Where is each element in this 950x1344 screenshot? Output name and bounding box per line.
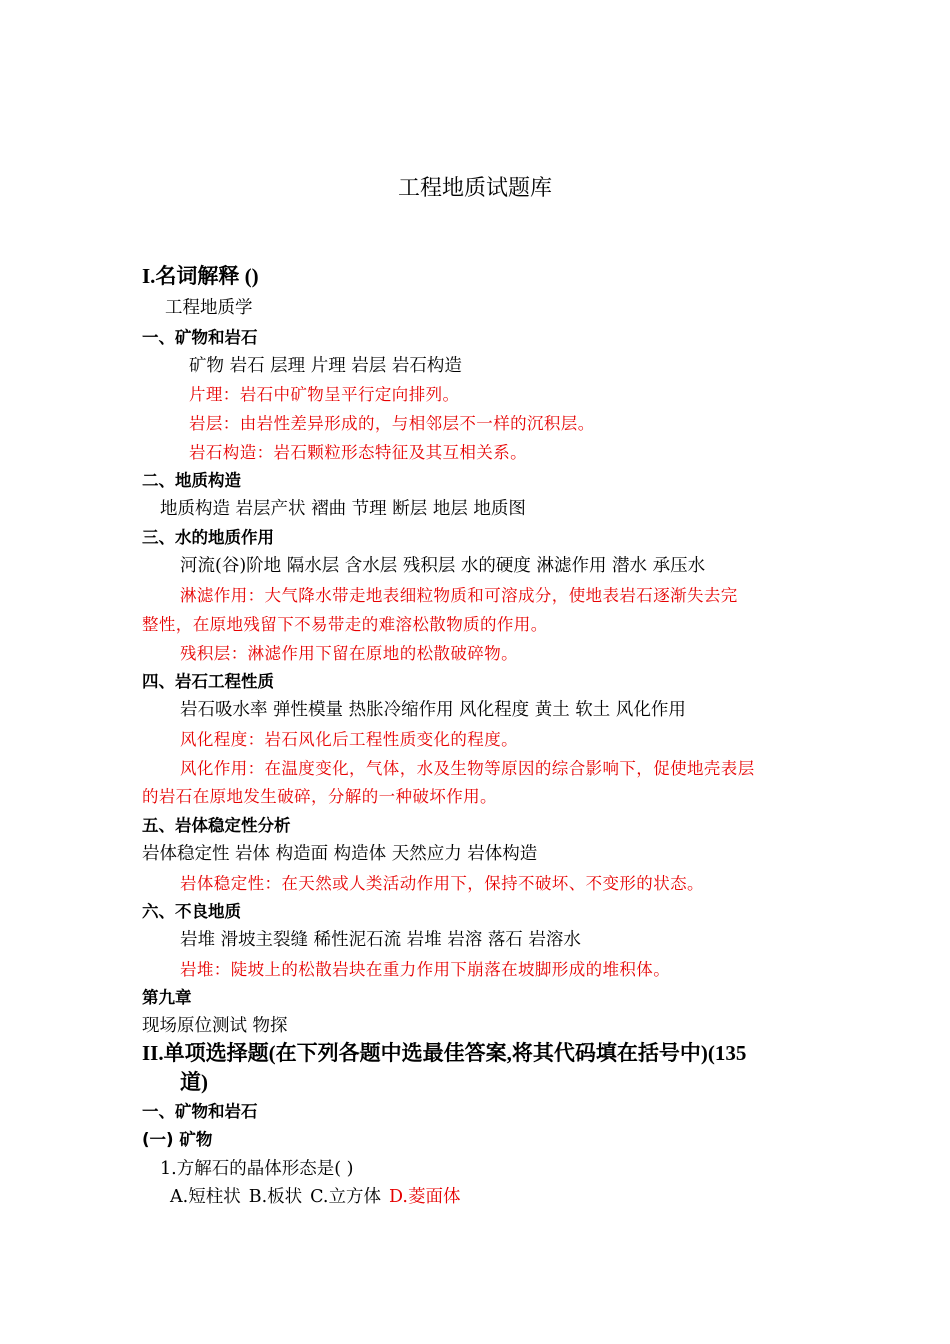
part-terms-1: 矿物 岩石 层理 片理 岩层 岩石构造	[189, 356, 462, 376]
definition-line: 岩体稳定性：在天然或人类活动作用下，保持不破坏、不变形的状态。	[180, 874, 704, 893]
chapter-terms: 现场原位测试 物探	[142, 1016, 288, 1036]
question-options	[170, 1186, 460, 1208]
part-terms-3: 河流(谷)阶地 隔水层 含水层 残积层 水的硬度 淋滤作用 潜水 承压水	[180, 556, 706, 576]
option-c: C.立方体	[310, 1187, 381, 1207]
definition-line: 片理：岩石中矿物呈平行定向排列。	[189, 385, 460, 404]
option-a: A.短柱状	[170, 1187, 241, 1207]
part-terms-6: 岩堆 滑坡主裂缝 稀性泥石流 岩堆 岩溶 落石 岩溶水	[180, 930, 581, 950]
definition-line: 岩层：由岩性差异形成的，与相邻层不一样的沉积层。	[189, 414, 595, 433]
definition-line: 的岩石在原地发生破碎，分解的一种破坏作用。	[142, 787, 497, 806]
definition-line: 岩堆：陡坡上的松散岩块在重力作用下崩落在坡脚形成的堆积体。	[180, 960, 671, 979]
part-terms-2: 地质构造 岩层产状 褶曲 节理 断层 地层 地质图	[160, 499, 526, 519]
definition-line: 淋滤作用：大气降水带走地表细粒物质和可溶成分，使地表岩石逐渐失去完	[180, 586, 738, 605]
definition-line: 岩石构造：岩石颗粒形态特征及其互相关系。	[189, 443, 527, 462]
subsubsection-heading: (一) 矿物	[142, 1130, 213, 1149]
definition-line: 风化作用：在温度变化，气体，水及生物等原因的综合影响下，促使地壳表层	[180, 759, 755, 778]
part-terms-4: 岩石吸水率 弹性模量 热胀冷缩作用 风化程度 黄土 软土 风化作用	[180, 700, 686, 720]
question-text: 1.方解石的晶体形态是( )	[160, 1159, 354, 1179]
part-heading-6: 六、不良地质	[142, 902, 241, 921]
intro-term: 工程地质学	[165, 298, 253, 318]
part-heading-3: 三、水的地质作用	[142, 528, 274, 547]
document-title: 工程地质试题库	[397, 176, 552, 201]
option-d-answer: D.菱面体	[388, 1187, 461, 1207]
part-heading-4: 四、岩石工程性质	[142, 672, 274, 691]
part-terms-5: 岩体稳定性 岩体 构造面 构造体 天然应力 岩体构造	[142, 844, 538, 864]
section-heading-choice-cont: 道)	[180, 1070, 208, 1094]
part-heading-5: 五、岩体稳定性分析	[142, 816, 291, 835]
definition-line: 风化程度：岩石风化后工程性质变化的程度。	[180, 730, 518, 749]
option-b: B.板状	[248, 1187, 303, 1207]
subsection-heading: 一、矿物和岩石	[142, 1102, 258, 1121]
definition-line: 整性，在原地残留下不易带走的难溶松散物质的作用。	[142, 615, 548, 634]
part-heading-2: 二、地质构造	[142, 471, 241, 490]
section-heading-choice: II.单项选择题(在下列各题中选最佳答案,将其代码填在括号中)(135	[142, 1041, 747, 1065]
section-heading-definitions: I.名词解释 ()	[142, 264, 259, 288]
chapter-heading: 第九章	[142, 988, 192, 1007]
definition-line: 残积层：淋滤作用下留在原地的松散破碎物。	[180, 644, 518, 663]
part-heading-1: 一、矿物和岩石	[142, 328, 258, 347]
